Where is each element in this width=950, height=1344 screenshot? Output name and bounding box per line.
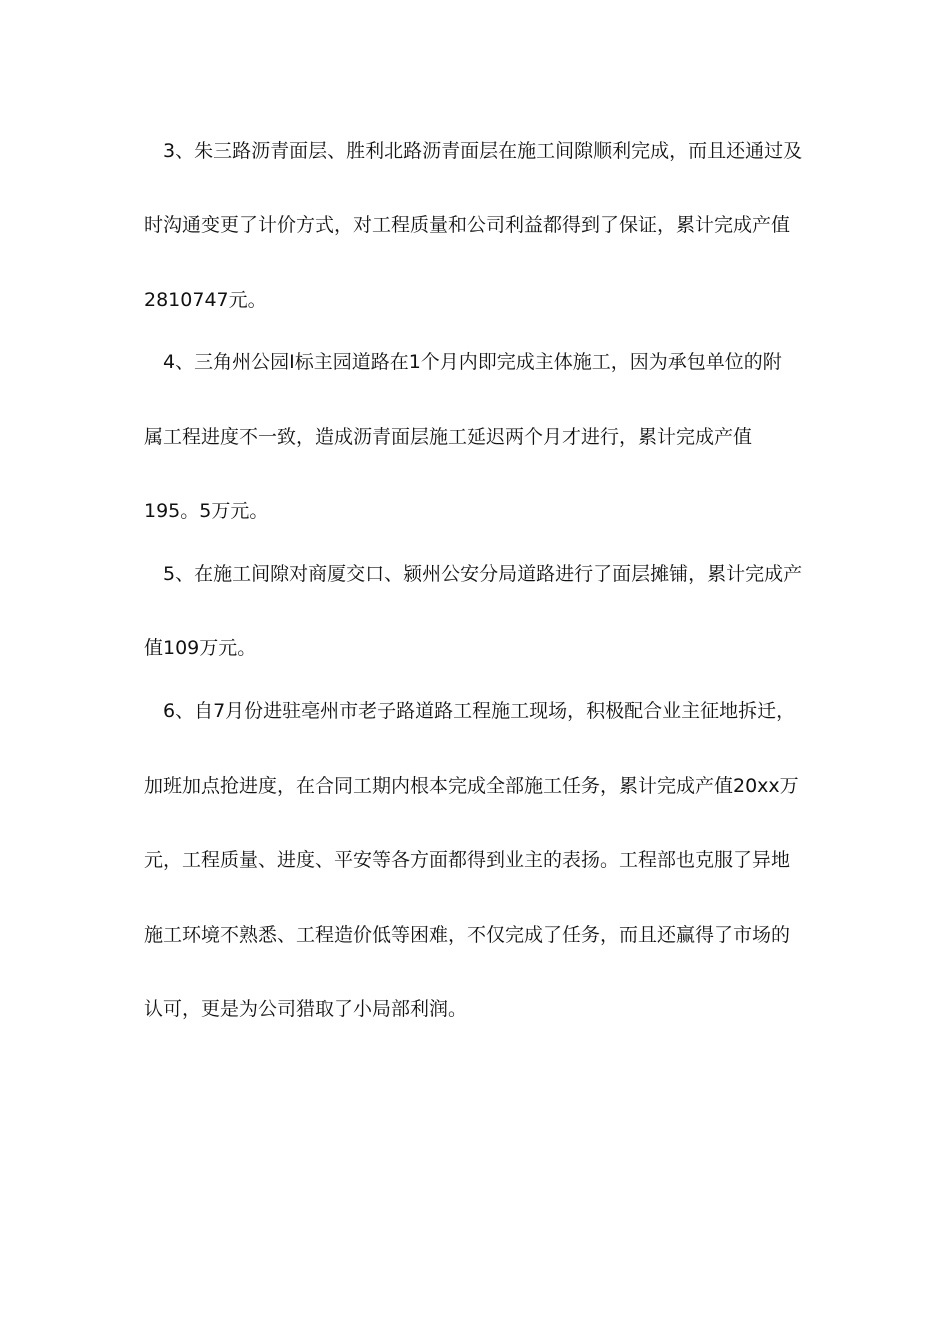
paragraph-6-line-3: 元，工程质量、进度、平安等各方面都得到业主的表扬。工程部也克服了异地 xyxy=(144,849,791,871)
paragraph-6-line-1: 6、自7月份进驻亳州市老子路道路工程施工现场，积极配合业主征地拆迁， xyxy=(163,700,796,722)
paragraph-3-line-1: 3、朱三路沥青面层、胜利北路沥青面层在施工间隙顺利完成，而且还通过及 xyxy=(163,140,803,162)
paragraph-4-line-2: 属工程进度不一致，造成沥青面层施工延迟两个月才进行，累计完成产值 xyxy=(144,426,753,448)
paragraph-4-line-1: 4、三角州公园Ⅰ标主园道路在1个月内即完成主体施工，因为承包单位的附 xyxy=(163,351,782,373)
paragraph-5-line-1: 5、在施工间隙对商厦交口、颍州公安分局道路进行了面层摊铺，累计完成产 xyxy=(163,563,803,585)
paragraph-6-line-4: 施工环境不熟悉、工程造价低等困难，不仅完成了任务，而且还赢得了市场的 xyxy=(144,924,791,946)
paragraph-6-line-2: 加班加点抢进度，在合同工期内根本完成全部施工任务，累计完成产值20xx万 xyxy=(144,775,799,797)
paragraph-5-line-2: 值109万元。 xyxy=(144,637,257,659)
paragraph-6-line-5: 认可，更是为公司猎取了小局部利润。 xyxy=(144,998,468,1020)
paragraph-3-line-3: 2810747元。 xyxy=(144,289,267,311)
paragraph-3-line-2: 时沟通变更了计价方式，对工程质量和公司利益都得到了保证，累计完成产值 xyxy=(144,214,791,236)
paragraph-4-line-3: 195。5万元。 xyxy=(144,500,269,522)
